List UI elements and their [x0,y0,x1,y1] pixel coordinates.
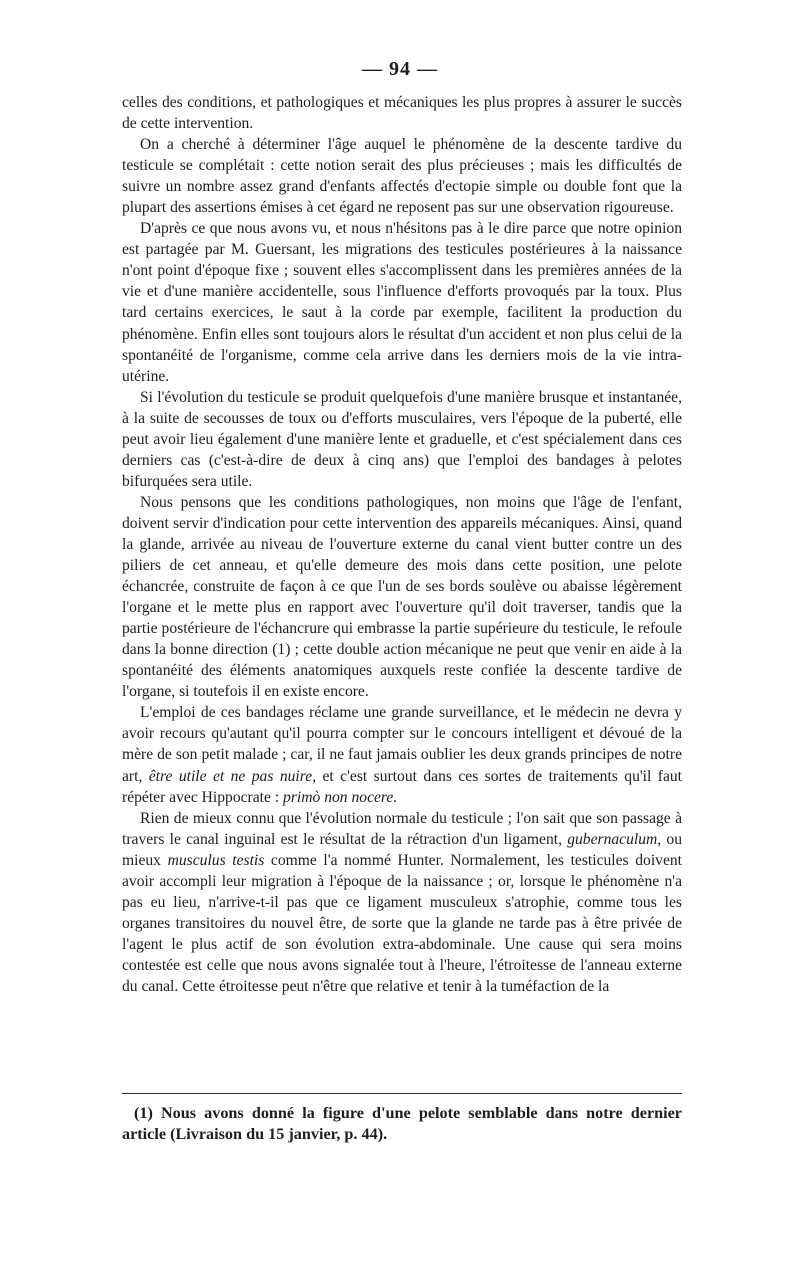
paragraph: Si l'évolution du testicule se produit quelquefois d'une manière brusque et instantanée, à la suite de secousses de toux ou d'efforts musculaires, vers l'époque de la puberté, elle peut avoir lieu également d'une manière lente et graduelle, et c'est spécialement dans ces derniers cas (c'est-à-dire de deux à cinq ans) que l'emploi des bandages à pelotes bifurquées sera utile. [122,388,682,490]
latin-term: musculus testis [167,851,265,869]
footnote-text: Nous avons donné la figure d'une pelote semblable dans notre dernier article (Livraison du 15 janvier, p. 44). [122,1104,682,1143]
latin-term: gubernaculum [567,830,658,848]
paragraph-text: , ou mieux [122,830,682,869]
footnote-mark: (1) [134,1104,153,1122]
footnote [122,1103,682,1145]
paragraph-text: Rien de mieux connu que l'évolution normale du testicule ; l'on sait que son passage à travers le canal inguinal est le résultat de la rétraction d'un ligament, [122,809,682,848]
paragraph-continued: celles des conditions, et pathologiques et mécaniques les plus propres à assurer le succès de cette intervention. [122,94,682,133]
paragraph: On a cherché à déterminer l'âge auquel le phénomène de la descente tardive du testicule se complétait : cette notion serait des plus précieuses ; mais les difficultés de suivre un nombre assez grand d'enfants affectés d'ectopie simple ou double font que la plupart des assertions émises à cet égard ne reposent pas sur une observation rigoureuse. [122,136,682,217]
paragraph-text: , et c'est surtout dans ces sortes de traitements qu'il faut répéter avec Hippocrate : [122,767,683,806]
paragraph: Nous pensons que les conditions pathologiques, non moins que l'âge de l'enfant, doivent servir d'indication pour cette intervention des appareils mécaniques. Ainsi, quand la glande, arrivée au niveau de l'ouverture externe du canal vient butter contre un des piliers de cet anneau, et qu'elle demeure des mois dans cette position, une pelote échancrée, construite de façon à ce que l'un de ses bords soulève ou abaisse légèrement l'organe et le mette plus en rapport avec l'ouverture qu'il doit traverser, tandis que la partie postérieure de l'échancrure qui embrasse la partie supérieure du testicule, le refoule dans la bonne direction (1) ; cette double action mécanique ne peut que venir en aide à la spontanéité des éléments anatomiques auxquels reste confiée la descente tardive de l'organe, si toutefois il en existe encore. [122,493,682,701]
paragraph [122,808,682,997]
paragraph: D'après ce que nous avons vu, et nous n'hésitons pas à le dire parce que notre opinion est partagée par M. Guersant, les migrations des testicules postérieures à la naissance n'ont point d'époque fixe ; souvent elles s'accomplissent dans les premières années de la vie et d'une manière accidentelle, sous l'influence d'efforts provoqués par la toux. Plus tard certains exercices, le saut à la corde par exemple, facilitent la production du phénomène. Enfin elles sont toujours alors le résultat d'un accident et non plus celui de la spontanéité de l'organisme, comme cela arrive dans les derniers mois de la vie intra-utérine. [122,220,682,385]
paragraph-text: L'emploi de ces bandages réclame une grande surveillance, et le médecin ne devra y avoir recours qu'autant qu'il pourra compter sur le concours intelligent et dévoué de la mère de son petit malade ; car, il ne faut jamais oublier les deux grands principes de notre art, [122,704,682,785]
footnote-rule [122,1093,682,1094]
italic-phrase: être utile et ne pas nuire [148,767,313,785]
paragraph-text: comme l'a nommé Hunter. Normalement, les testicules doivent avoir accompli leur migration à l'époque de la naissance ; or, lorsque le phénomène n'a pas eu lieu, n'arrive-t-il pas que ce ligament musculeux s'atrophie, comme tous les organes transitoires du nouvel être, de sorte que la glande ne tarde pas à être privée de l'agent le plus actif de son évolution extra-abdominale. Une cause qui sera moins contestée est celle que nous avons signalée tout à l'heure, l'étroitesse de l'anneau externe du canal. Cette étroitesse peut n'être que relative et tenir à la tuméfaction de la [122,851,682,995]
main-text [122,92,682,997]
page-number: — 94 — [362,58,438,80]
latin-quote: primò non nocere. [283,788,398,806]
paragraph [122,702,682,807]
